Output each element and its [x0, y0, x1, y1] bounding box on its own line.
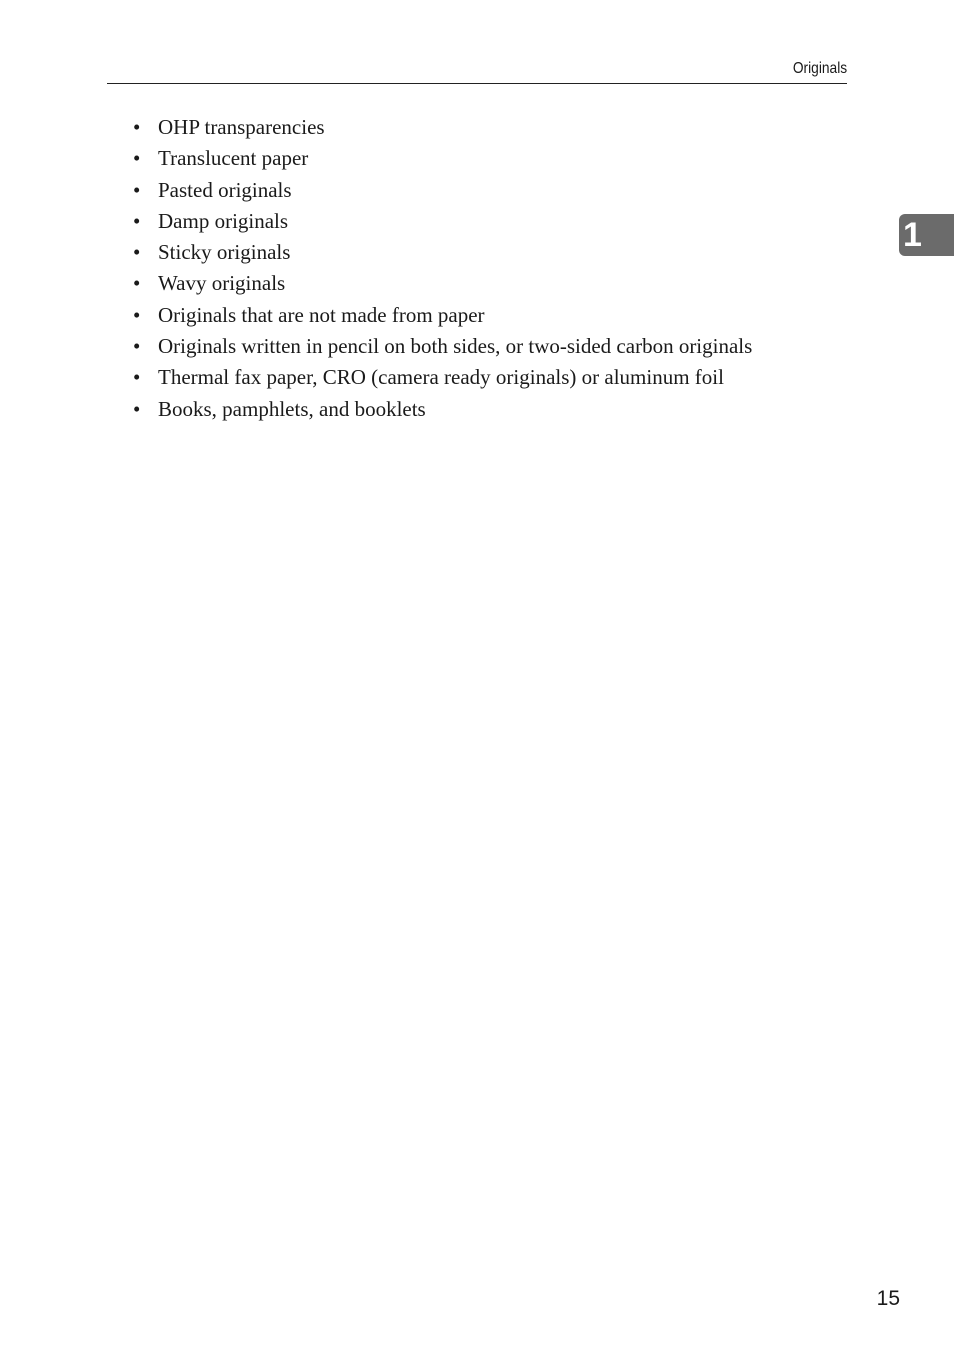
list-item-text: OHP transparencies [158, 115, 325, 139]
list-item [133, 394, 752, 425]
list-item [133, 206, 752, 237]
list-item [133, 300, 752, 331]
list-item-text: Pasted originals [158, 177, 292, 202]
page-number: 15 [876, 1287, 900, 1310]
section-title: Originals [792, 60, 847, 77]
bullet-icon: • [133, 365, 141, 390]
list-item [133, 112, 752, 143]
bullet-icon: • [133, 146, 141, 171]
list-item-text: Originals written in pencil on both sides, or two-sided carbon originals [158, 334, 753, 359]
bullet-icon: • [133, 271, 141, 296]
list-item [133, 143, 752, 174]
bullet-icon: • [133, 396, 141, 421]
list-item-text: Wavy originals [158, 271, 286, 296]
bullet-icon: • [133, 177, 141, 202]
list-item [133, 175, 752, 206]
list-item-text: Thermal fax paper, CRO (camera ready originals) or aluminum foil [158, 365, 724, 390]
list-item-text: Translucent paper [158, 146, 309, 171]
bullet-icon: • [133, 240, 141, 265]
list-item [133, 331, 752, 362]
list-item [133, 362, 752, 393]
chapter-tab: 1 [899, 214, 954, 256]
list-item-text: Originals that are not made from paper [158, 302, 485, 327]
list-item [133, 237, 752, 268]
list-item-text: Sticky originals [158, 240, 291, 265]
list-item-text: Books, pamphlets, and booklets [158, 396, 426, 421]
bullet-icon: • [133, 208, 141, 233]
unsupported-originals-list [133, 112, 752, 425]
running-header [107, 58, 847, 84]
bullet-icon: • [133, 302, 141, 327]
bullet-icon: • [133, 115, 141, 139]
bullet-icon: • [133, 334, 141, 359]
list-item [133, 268, 752, 299]
list-item-text: Damp originals [158, 208, 289, 233]
